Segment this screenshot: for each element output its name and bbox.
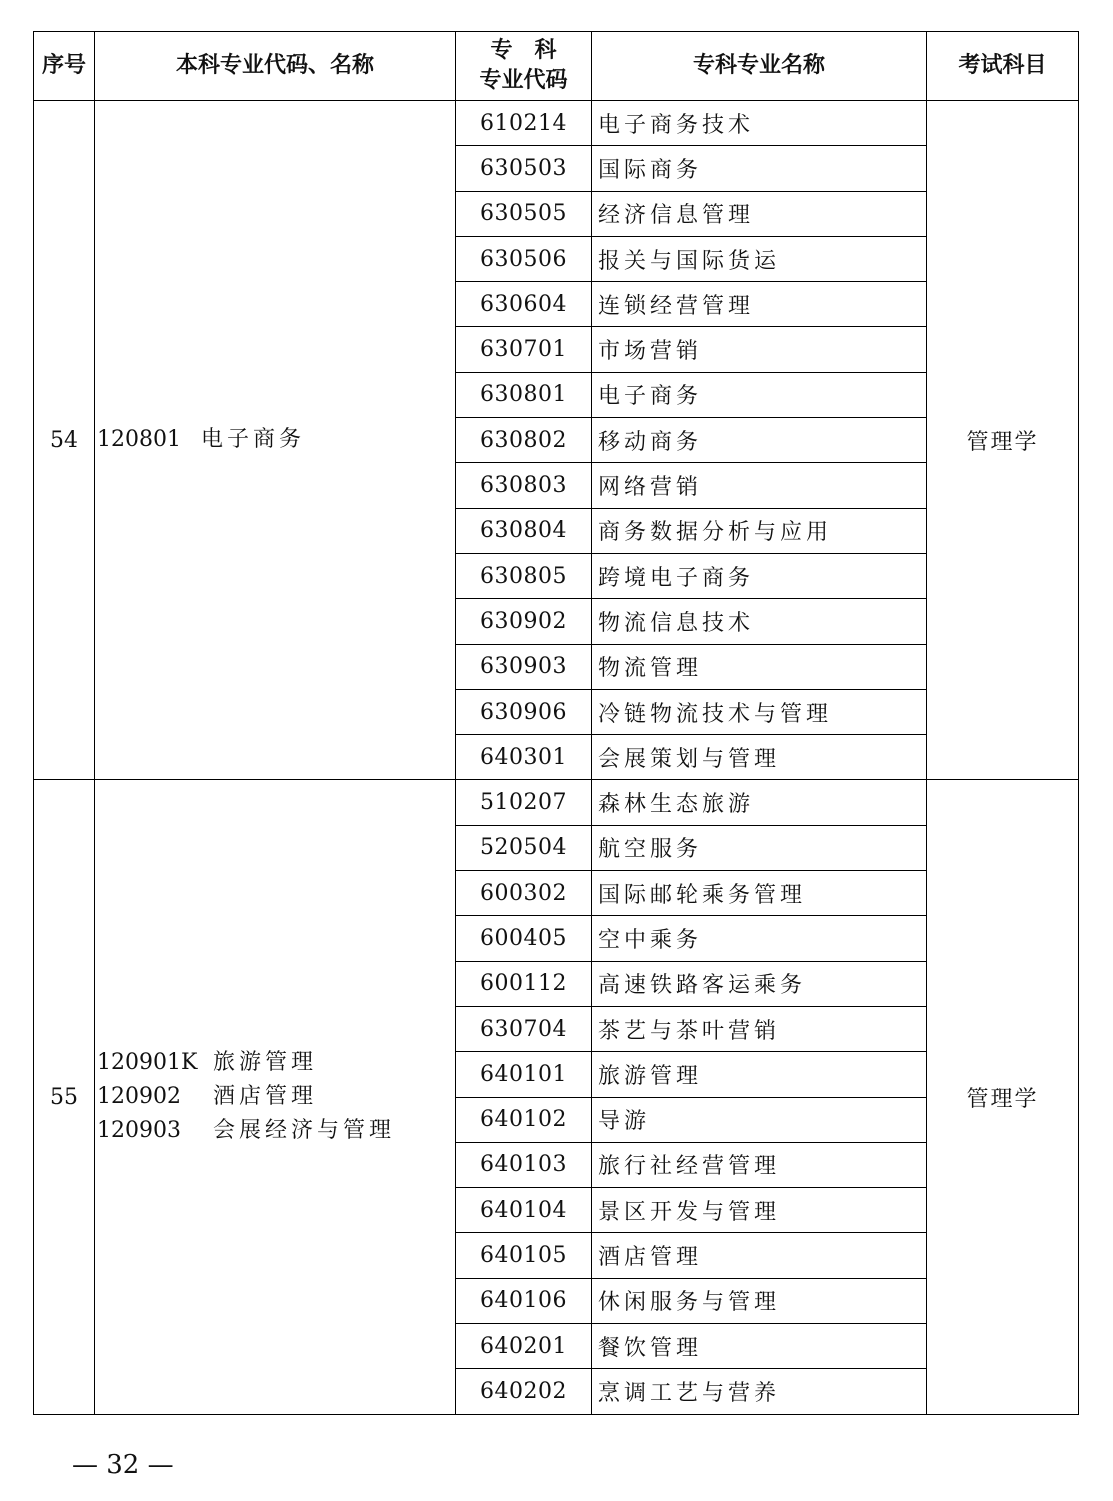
major-code: 640102 xyxy=(456,1097,592,1142)
major-name: 休闲服务与管理 xyxy=(592,1278,927,1323)
header-subject: 考试科目 xyxy=(927,32,1079,101)
undergrad-code: 120801 xyxy=(97,427,181,453)
major-name: 电子商务技术 xyxy=(592,101,927,146)
major-name: 航空服务 xyxy=(592,825,927,870)
major-code: 640105 xyxy=(456,1233,592,1278)
major-code: 630903 xyxy=(456,644,592,689)
seq-cell: 55 xyxy=(34,780,95,1414)
major-code: 600302 xyxy=(456,871,592,916)
major-code: 640201 xyxy=(456,1324,592,1369)
undergrad-code: 120903 xyxy=(97,1118,181,1144)
major-code: 630503 xyxy=(456,146,592,191)
header-code-line2: 专业代码 xyxy=(479,68,568,93)
header-row xyxy=(34,32,1079,101)
major-name: 餐饮管理 xyxy=(592,1324,927,1369)
major-name: 高速铁路客运乘务 xyxy=(592,961,927,1006)
undergrad-name: 电子商务 xyxy=(201,427,306,453)
header-seq: 序号 xyxy=(34,32,95,101)
major-name: 旅游管理 xyxy=(592,1052,927,1097)
major-name: 报关与国际货运 xyxy=(592,236,927,281)
major-name: 冷链物流技术与管理 xyxy=(592,689,927,734)
major-name: 酒店管理 xyxy=(592,1233,927,1278)
undergrad-cell xyxy=(95,780,456,1414)
major-name: 连锁经营管理 xyxy=(592,282,927,327)
major-code: 640103 xyxy=(456,1142,592,1187)
undergrad-name: 酒店管理 xyxy=(213,1084,318,1110)
major-name: 国际商务 xyxy=(592,146,927,191)
majors-table xyxy=(33,31,1079,1415)
major-name: 移动商务 xyxy=(592,418,927,463)
undergrad-major xyxy=(97,1114,455,1148)
major-code: 630902 xyxy=(456,599,592,644)
major-code: 640101 xyxy=(456,1052,592,1097)
major-code: 630801 xyxy=(456,372,592,417)
major-code: 630506 xyxy=(456,236,592,281)
major-name: 跨境电子商务 xyxy=(592,553,927,598)
major-name: 旅行社经营管理 xyxy=(592,1142,927,1187)
major-code: 640106 xyxy=(456,1278,592,1323)
undergrad-name: 会展经济与管理 xyxy=(213,1118,396,1144)
undergrad-cell xyxy=(95,101,456,780)
undergrad-code: 120901K xyxy=(97,1050,198,1076)
major-name: 物流信息技术 xyxy=(592,599,927,644)
undergrad-major xyxy=(97,1080,455,1114)
major-code: 630701 xyxy=(456,327,592,372)
major-name: 导游 xyxy=(592,1097,927,1142)
major-name: 森林生态旅游 xyxy=(592,780,927,825)
major-code: 630704 xyxy=(456,1006,592,1051)
major-name: 国际邮轮乘务管理 xyxy=(592,871,927,916)
undergrad-major xyxy=(97,1046,455,1080)
header-code-line1: 专 科 xyxy=(490,38,557,63)
major-code: 640104 xyxy=(456,1188,592,1233)
table-row xyxy=(34,101,1079,146)
major-name: 电子商务 xyxy=(592,372,927,417)
undergrad-code: 120902 xyxy=(97,1084,181,1110)
major-code: 640301 xyxy=(456,735,592,780)
major-code: 610214 xyxy=(456,101,592,146)
major-code: 630604 xyxy=(456,282,592,327)
major-name: 烹调工艺与营养 xyxy=(592,1369,927,1414)
seq-cell: 54 xyxy=(34,101,95,780)
header-code xyxy=(456,32,592,101)
page-number: — 32 — xyxy=(72,1450,174,1480)
major-code: 520504 xyxy=(456,825,592,870)
major-name: 景区开发与管理 xyxy=(592,1188,927,1233)
major-code: 630802 xyxy=(456,418,592,463)
major-name: 物流管理 xyxy=(592,644,927,689)
major-code: 630805 xyxy=(456,553,592,598)
major-code: 600112 xyxy=(456,961,592,1006)
major-code: 630505 xyxy=(456,191,592,236)
undergrad-name: 旅游管理 xyxy=(213,1050,318,1076)
subject-cell: 管理学 xyxy=(927,780,1079,1414)
major-name: 空中乘务 xyxy=(592,916,927,961)
major-name: 商务数据分析与应用 xyxy=(592,508,927,553)
major-name: 网络营销 xyxy=(592,463,927,508)
major-name: 茶艺与茶叶营销 xyxy=(592,1006,927,1051)
major-code: 630804 xyxy=(456,508,592,553)
table-row xyxy=(34,780,1079,825)
table-body xyxy=(34,101,1079,1415)
subject-cell: 管理学 xyxy=(927,101,1079,780)
major-code: 640202 xyxy=(456,1369,592,1414)
undergrad-major xyxy=(97,423,455,457)
major-code: 600405 xyxy=(456,916,592,961)
major-name: 市场营销 xyxy=(592,327,927,372)
header-undergrad: 本科专业代码、名称 xyxy=(95,32,456,101)
major-name: 经济信息管理 xyxy=(592,191,927,236)
header-name: 专科专业名称 xyxy=(592,32,927,101)
major-code: 630803 xyxy=(456,463,592,508)
major-name: 会展策划与管理 xyxy=(592,735,927,780)
major-code: 630906 xyxy=(456,689,592,734)
major-code: 510207 xyxy=(456,780,592,825)
